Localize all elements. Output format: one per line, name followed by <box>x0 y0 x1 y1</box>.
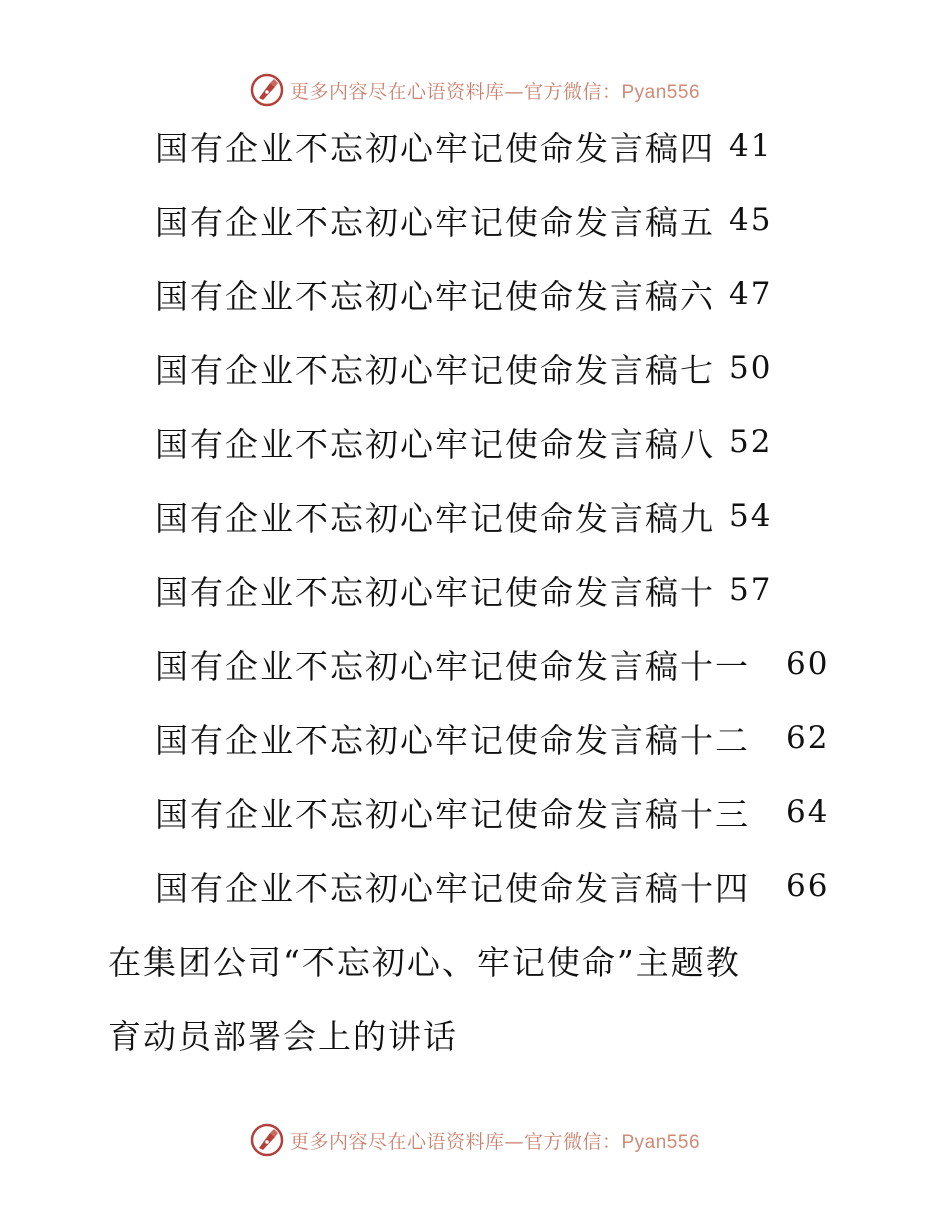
toc-entry-page: 47 <box>729 276 773 312</box>
toc-entry-title: 国有企业不忘初心牢记使命发言稿九 <box>155 498 715 538</box>
toc-entry[interactable] <box>155 491 772 541</box>
toc-entry-title: 国有企业不忘初心牢记使命发言稿八 <box>155 424 715 464</box>
pen-nib-icon <box>250 73 284 107</box>
toc-entry[interactable] <box>155 787 829 837</box>
toc-entry-page: 45 <box>729 202 773 238</box>
toc-entry[interactable] <box>155 565 772 615</box>
wechat-id: Pyan556 <box>621 81 701 103</box>
toc-entry-title: 国有企业不忘初心牢记使命发言稿十三 <box>155 794 750 834</box>
toc-entry[interactable] <box>155 269 772 319</box>
toc-entry[interactable] <box>155 861 829 911</box>
toc-entry-title: 国有企业不忘初心牢记使命发言稿十四 <box>155 868 750 908</box>
toc-entry-title: 国有企业不忘初心牢记使命发言稿五 <box>155 202 715 242</box>
toc-entry-page: 52 <box>729 424 773 460</box>
toc-entry-page: 50 <box>729 350 773 386</box>
toc-entry-page: 64 <box>786 794 830 830</box>
toc-entry-page: 60 <box>786 646 830 682</box>
toc-entry[interactable] <box>155 713 829 763</box>
toc-entry-title: 国有企业不忘初心牢记使命发言稿十二 <box>155 720 750 760</box>
section-heading-line-1: 在集团公司“不忘初心、牢记使命”主题教 <box>108 943 741 982</box>
banner-text: 更多内容尽在心语资料库—官方微信： <box>289 80 622 103</box>
banner-text: 更多内容尽在心语资料库—官方微信： <box>289 1130 622 1153</box>
section-heading-line-2: 育动员部署会上的讲话 <box>108 1017 458 1056</box>
toc-entry-title: 国有企业不忘初心牢记使命发言稿七 <box>155 350 715 390</box>
toc-entry-page: 57 <box>729 572 773 608</box>
toc-entry[interactable] <box>155 639 829 689</box>
toc-entry-title: 国有企业不忘初心牢记使命发言稿四 <box>155 128 715 168</box>
toc-entry[interactable] <box>155 195 772 245</box>
toc-entry-title: 国有企业不忘初心牢记使命发言稿六 <box>155 276 715 316</box>
toc-entry-page: 66 <box>786 868 830 904</box>
toc-entry[interactable] <box>155 343 772 393</box>
toc-entry-title: 国有企业不忘初心牢记使命发言稿十一 <box>155 646 750 686</box>
pen-nib-icon <box>250 1123 284 1157</box>
toc-entry-page: 41 <box>729 128 773 164</box>
footer-banner <box>0 1120 950 1160</box>
toc-entry-title: 国有企业不忘初心牢记使命发言稿十 <box>155 572 715 612</box>
toc-entry[interactable] <box>155 121 772 171</box>
toc-entry[interactable] <box>155 417 772 467</box>
toc-entry-page: 62 <box>786 720 830 756</box>
toc-entry-page: 54 <box>729 498 773 534</box>
header-banner <box>0 70 950 110</box>
wechat-id: Pyan556 <box>621 1131 701 1153</box>
